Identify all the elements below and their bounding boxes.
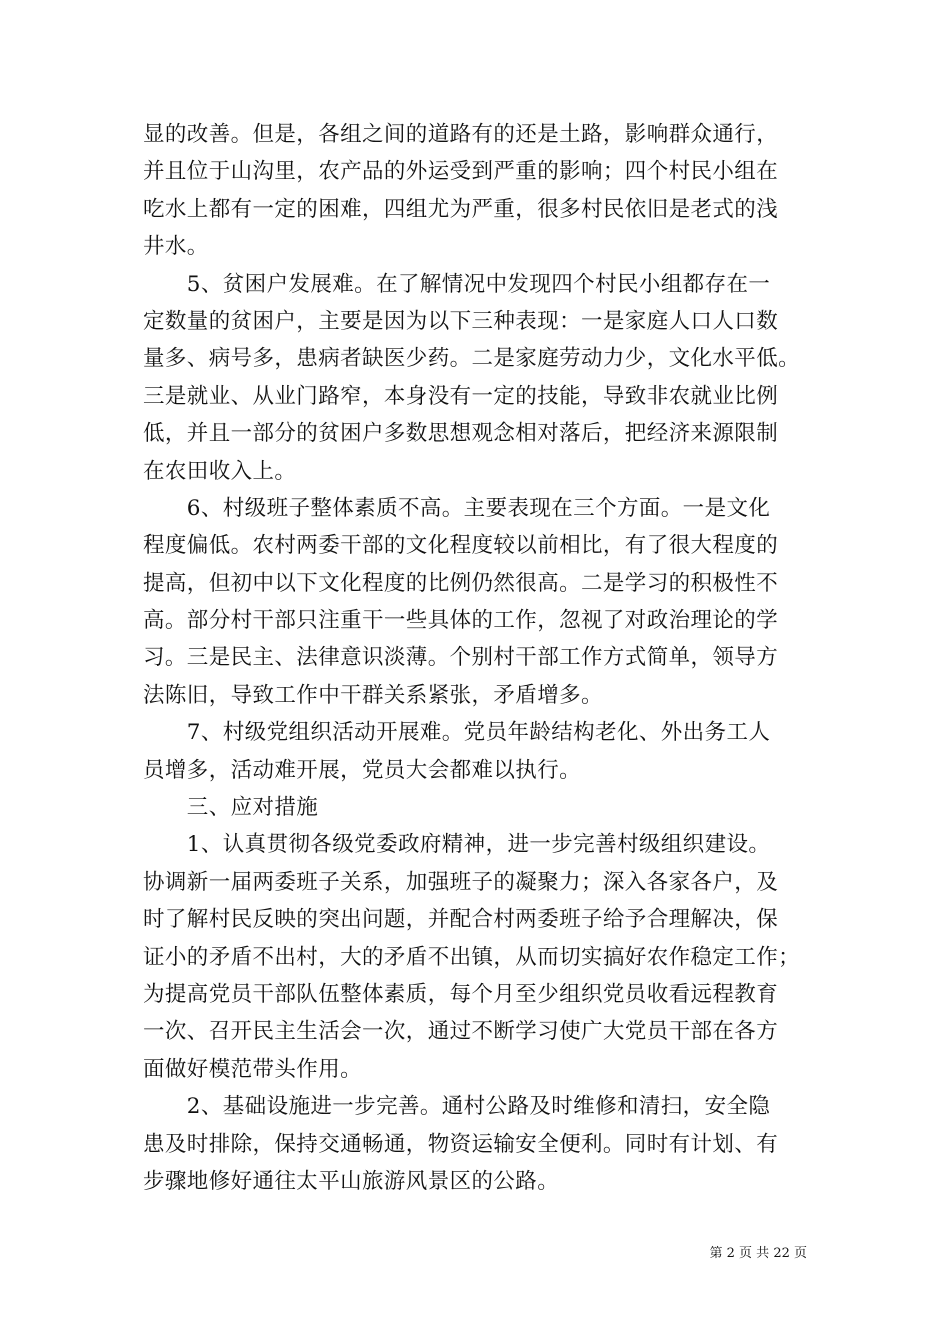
- text-line: 低，并且一部分的贫困户多数思想观念相对落后，把经济来源限制: [143, 421, 779, 447]
- text-line: 在农田收入上。: [143, 458, 297, 484]
- text-line: 证小的矛盾不出村，大的矛盾不出镇，从而切实搞好农作稳定工作；: [143, 944, 801, 970]
- text-line: 量多、病号多，患病者缺医少药。二是家庭劳动力少，文化水平低。: [143, 346, 801, 372]
- text-line: 吃水上都有一定的困难，四组尤为严重，很多村民依旧是老式的浅: [143, 196, 779, 222]
- text-line: 为提高党员干部队伍整体素质，每个月至少组织党员收看远程教育: [143, 981, 779, 1007]
- text-line: 显的改善。但是，各组之间的道路有的还是土路，影响群众通行，: [143, 122, 779, 147]
- text-line: 6、村级班子整体素质不高。主要表现在三个方面。一是文化: [143, 495, 771, 521]
- text-line: 面做好模范带头作用。: [143, 1056, 363, 1082]
- text-line: 时了解村民反映的突出问题，并配合村两委班子给予合理解决，保: [143, 907, 779, 933]
- text-line: 5、贫困户发展难。在了解情况中发现四个村民小组都存在一: [143, 271, 771, 297]
- text-line: 员增多，活动难开展，党员大会都难以执行。: [143, 757, 582, 783]
- section-heading: 三、应对措施: [143, 795, 319, 821]
- text-line: 步骤地修好通往太平山旅游风景区的公路。: [143, 1168, 560, 1194]
- text-line: 1、认真贯彻各级党委政府精神，进一步完善村级组织建设。: [143, 832, 771, 858]
- text-line: 程度偏低。农村两委干部的文化程度较以前相比，有了很大程度的: [143, 533, 779, 559]
- text-line: 井水。: [143, 234, 209, 260]
- text-line: 协调新一届两委班子关系，加强班子的凝聚力；深入各家各户，及: [143, 869, 779, 895]
- text-line: 一次、召开民主生活会一次，通过不断学习使广大党员干部在各方: [143, 1019, 779, 1045]
- text-line: 并且位于山沟里，农产品的外运受到严重的影响；四个村民小组在: [143, 159, 779, 185]
- page-number-footer: 第 2 页 共 22 页: [709, 1246, 807, 1261]
- text-line: 7、村级党组织活动开展难。党员年龄结构老化、外出务工人: [143, 720, 771, 746]
- text-line: 定数量的贫困户，主要是因为以下三种表现：一是家庭人口人口数: [143, 308, 779, 334]
- text-line: 三是就业、从业门路窄，本身没有一定的技能，导致非农就业比例: [143, 383, 779, 409]
- text-line: 法陈旧，导致工作中干群关系紧张，矛盾增多。: [143, 682, 603, 708]
- text-line: 高。部分村干部只注重干一些具体的工作，忽视了对政治理论的学: [143, 608, 779, 634]
- text-line: 患及时排除，保持交通畅通，物资运输安全便利。同时有计划、有: [143, 1131, 779, 1157]
- text-line: 2、基础设施进一步完善。通村公路及时维修和清扫，安全隐: [143, 1094, 771, 1120]
- text-line: 提高，但初中以下文化程度的比例仍然很高。二是学习的积极性不: [143, 570, 779, 596]
- text-line: 习。三是民主、法律意识淡薄。个别村干部工作方式简单，领导方: [143, 645, 779, 671]
- document-body: [143, 116, 813, 1200]
